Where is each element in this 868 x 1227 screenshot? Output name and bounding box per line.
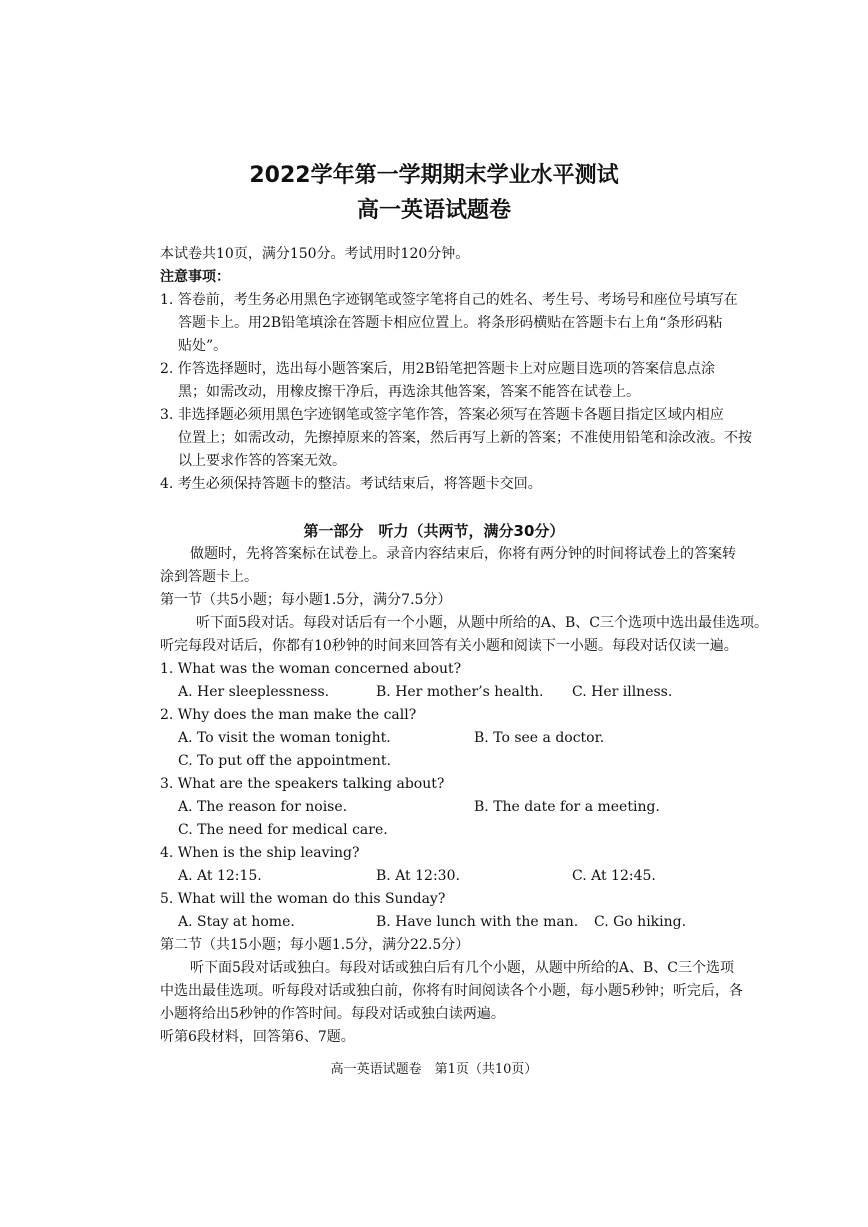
notice-item-3-line-2: 位置上；如需改动，先擦掉原来的答案，然后再写上新的答案；不准使用铅笔和涂改液。不按 bbox=[178, 430, 752, 446]
q5-option-a: A. Stay at home. bbox=[178, 914, 295, 930]
question-4: 4. When is the ship leaving? bbox=[160, 845, 360, 861]
question-3: 3. What are the speakers talking about? bbox=[160, 776, 445, 792]
part1-instructions-line-1: 做题时，先将答案标在试卷上。录音内容结束后，你将有两分钟的时间将试卷上的答案转 bbox=[190, 546, 736, 562]
q1-option-b: B. Her mother’s health. bbox=[376, 684, 544, 700]
exam-title: 2022学年第一学期期末学业水平测试 bbox=[249, 163, 619, 188]
section1-heading: 第一节（共5小题；每小题1.5分，满分7.5分） bbox=[160, 592, 452, 608]
question-5: 5. What will the woman do this Sunday? bbox=[160, 891, 446, 907]
notice-item-2-line-2: 黑；如需改动，用橡皮擦干净后，再选涂其他答案，答案不能答在试卷上。 bbox=[178, 384, 640, 400]
q5-option-c: C. Go hiking. bbox=[594, 914, 687, 930]
q1-option-a: A. Her sleeplessness. bbox=[178, 684, 330, 700]
section2-material: 听第6段材料，回答第6、7题。 bbox=[160, 1029, 355, 1045]
page-footer: 高一英语试题卷 第1页（共10页） bbox=[330, 1062, 538, 1077]
q3-option-a: A. The reason for noise. bbox=[178, 799, 348, 815]
q2-option-a: A. To visit the woman tonight. bbox=[178, 730, 391, 746]
notice-item-1-line-3: 贴处”。 bbox=[178, 338, 228, 354]
part1-instructions-line-2: 涂到答题卡上。 bbox=[160, 569, 258, 585]
q2-option-b: B. To see a doctor. bbox=[474, 730, 605, 746]
notice-item-2-line-1: 2. 作答选择题时，选出每小题答案后，用2B铅笔把答题卡上对应题目选项的答案信息点涂 bbox=[160, 361, 716, 377]
section2-instructions-line-3: 小题将给出5秒钟的作答时间。每段对话或独白读两遍。 bbox=[160, 1006, 505, 1022]
notice-heading: 注意事项： bbox=[160, 269, 230, 285]
section2-instructions-line-1: 听下面5段对话或独白。每段对话或独白后有几个小题，从题中所给的A、B、C三个选项 bbox=[190, 960, 735, 976]
q3-option-b: B. The date for a meeting. bbox=[474, 799, 660, 815]
section2-instructions-line-2: 中选出最佳选项。听每段对话或独白前，你将有时间阅读各个小题，每小题5秒钟；听完后，各 bbox=[160, 983, 743, 999]
question-1: 1. What was the woman concerned about? bbox=[160, 661, 462, 677]
notice-item-1-line-1: 1. 答卷前，考生务必用黑色字迹钢笔或签字笔将自己的姓名、考生号、考场号和座位号填写在 bbox=[160, 292, 738, 308]
q3-option-c: C. The need for medical care. bbox=[178, 822, 388, 838]
q4-option-c: C. At 12:45. bbox=[572, 868, 656, 884]
exam-subtitle: 高一英语试题卷 bbox=[356, 198, 511, 223]
q4-option-b: B. At 12:30. bbox=[376, 868, 460, 884]
notice-item-3-line-3: 以上要求作答的答案无效。 bbox=[178, 453, 346, 469]
intro-text: 本试卷共10页，满分150分。考试用时120分钟。 bbox=[160, 246, 470, 262]
section1-instructions-line-2: 听完每段对话后，你都有10秒钟的时间来回答有关小题和阅读下一小题。每段对话仅读一遍。 bbox=[160, 638, 738, 654]
part1-heading: 第一部分 听力（共两节，满分30分） bbox=[303, 522, 565, 540]
notice-item-4-line-1: 4. 考生必须保持答题卡的整洁。考试结束后，将答题卡交回。 bbox=[160, 476, 542, 492]
notice-item-3-line-1: 3. 非选择题必须用黑色字迹钢笔或签字笔作答，答案必须写在答题卡各题目指定区域内相应 bbox=[160, 407, 724, 423]
q1-option-c: C. Her illness. bbox=[572, 684, 673, 700]
q2-option-c: C. To put off the appointment. bbox=[178, 753, 391, 769]
section2-heading: 第二节（共15小题；每小题1.5分，满分22.5分） bbox=[160, 937, 470, 953]
section1-instructions-line-1: 听下面5段对话。每段对话后有一个小题，从题中所给的A、B、C三个选项中选出最佳选项。 bbox=[196, 615, 769, 631]
question-2: 2. Why does the man make the call? bbox=[160, 707, 417, 723]
q4-option-a: A. At 12:15. bbox=[178, 868, 262, 884]
notice-item-1-line-2: 答题卡上。用2B铅笔填涂在答题卡相应位置上。将条形码横贴在答题卡右上角“条形码粘 bbox=[178, 315, 723, 331]
q5-option-b: B. Have lunch with the man. bbox=[376, 914, 579, 930]
